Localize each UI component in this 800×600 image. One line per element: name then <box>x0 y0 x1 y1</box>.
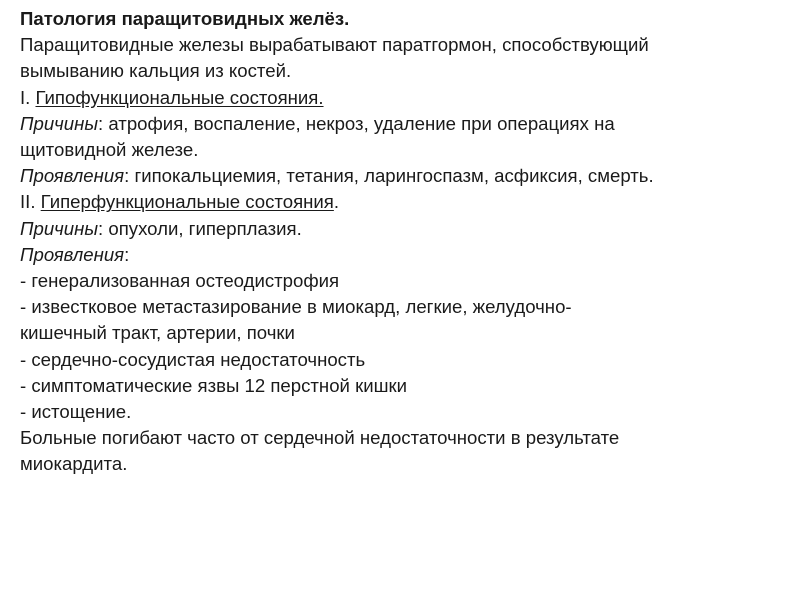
section2-manifestations-suffix: : <box>124 243 130 265</box>
section1-numeral: I. <box>20 86 36 108</box>
conclusion-line-2: миокардита. <box>20 453 128 475</box>
section1-heading-line <box>20 85 790 111</box>
section1-manifestations-label: Проявления <box>20 165 125 187</box>
conclusion-line-1: Больные погибают часто от сердечной недостаточности в результате <box>20 427 620 449</box>
list-item: кишечный тракт, артерии, почки <box>20 322 295 344</box>
section2-causes-text: : опухоли, гиперплазия. <box>98 217 302 239</box>
section1-causes-text-1: : атрофия, воспаление, некроз, удаление при операциях на <box>98 112 615 134</box>
slide-text-body <box>20 6 790 478</box>
section1-manifestations-text: : гипокальциемия, тетания, ларингоспазм, асфиксия, смерть. <box>124 165 654 187</box>
section1-manifestations-line <box>20 163 790 189</box>
section2-causes-label: Причины <box>20 217 99 239</box>
list-item: - симптоматические язвы 12 перстной кишки <box>20 374 408 396</box>
list-item: - генерализованная остеодистрофия <box>20 270 340 292</box>
section2-numeral: II. <box>20 191 41 213</box>
section1-causes-line-2: щитовидной железе. <box>20 139 199 161</box>
intro-line-2: вымыванию кальция из костей. <box>20 60 292 82</box>
list-item: - известковое метастазирование в миокард, легкие, желудочно- <box>20 296 572 318</box>
section2-manifestations-label: Проявления <box>20 243 125 265</box>
section1-heading: Гипофункциональные состояния. <box>35 86 324 108</box>
list-item: - истощение. <box>20 401 132 423</box>
slide-title: Патология паращитовидных желёз. <box>20 8 350 29</box>
section2-causes-line <box>20 216 790 242</box>
section2-heading-suffix: . <box>333 191 340 213</box>
list-item: - сердечно-сосудистая недостаточность <box>20 348 366 370</box>
section1-causes-label: Причины <box>20 112 99 134</box>
section2-manifestations-heading <box>20 242 790 268</box>
section1-causes-line-1 <box>20 111 790 137</box>
section2-heading-line <box>20 189 790 215</box>
intro-line-1: Паращитовидные железы вырабатывают паратгормон, способствующий <box>20 34 649 56</box>
section2-heading: Гиперфункциональные состояния <box>40 191 334 213</box>
